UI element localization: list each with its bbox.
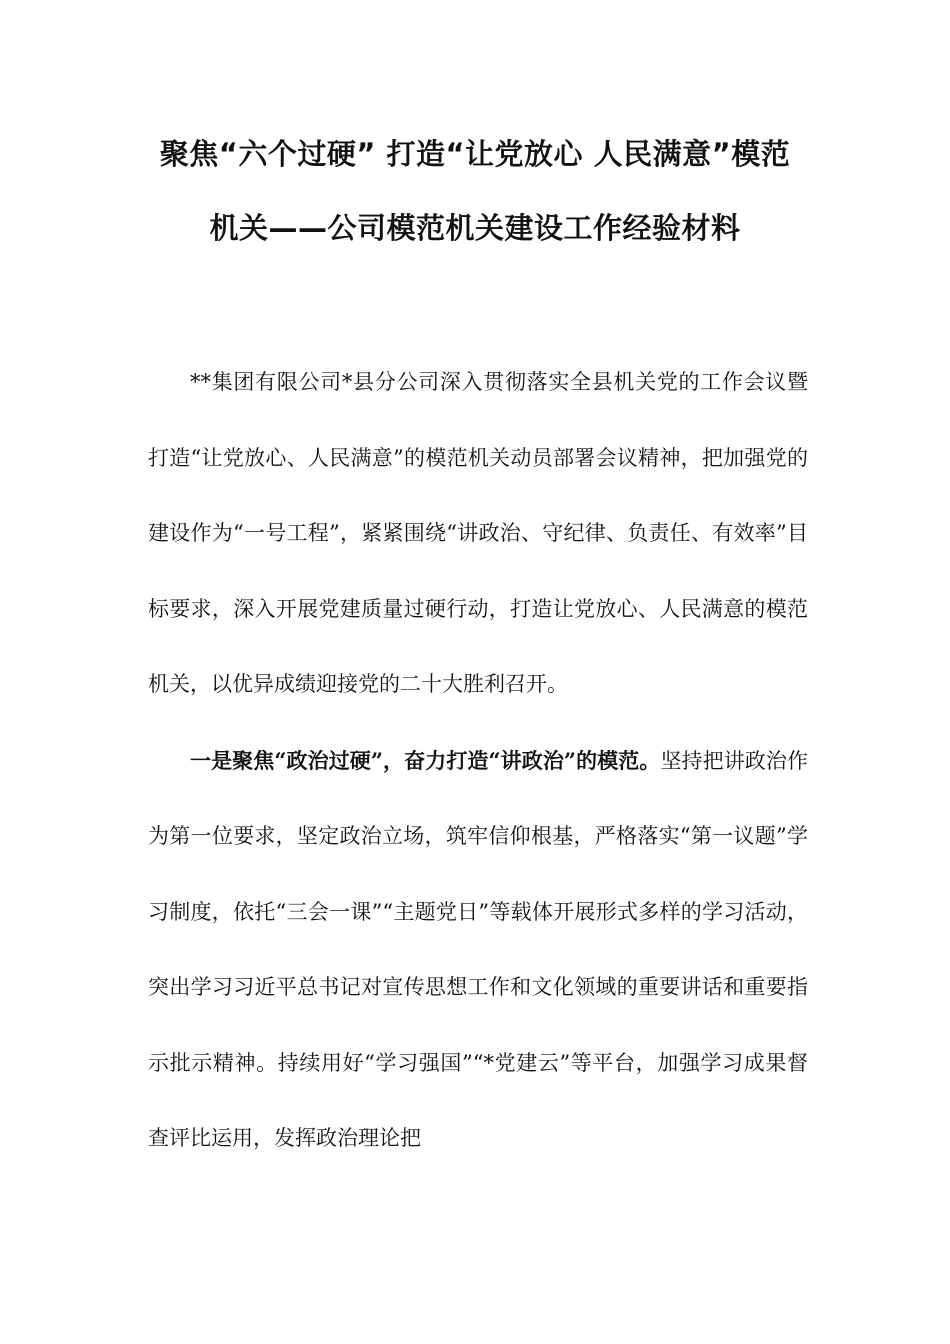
paragraph-intro	[148, 345, 808, 723]
document-title-line-2: 机关——公司模范机关建设工作经验材料	[209, 211, 741, 245]
paragraph-political	[148, 723, 808, 1177]
document-title-line-1: 聚焦“六个过硬” 打造“让党放心 人民满意”模范	[159, 137, 791, 171]
paragraph-political-lead: 一是聚焦“政治过硬”，奋力打造“讲政治”的模范。	[190, 747, 661, 773]
paragraph-intro-text: **集团有限公司*县分公司深入贯彻落实全县机关党的工作会议暨打造“让党放心、人民满意”的模范机关动员部署会议精神，把加强党的建设作为“一号工程”，紧紧围绕“讲政治、守纪律、负责任、有效率”目标要求，深入开展党建质量过硬行动，打造让党放心、人民满意的模范机关，以优异成绩迎接党的二十大胜利召开。	[148, 370, 808, 696]
paragraph-political-text: 坚持把讲政治作为第一位要求，坚定政治立场，筑牢信仰根基，严格落实“第一议题”学习制度，依托“三会一课”“主题党日”等载体开展形式多样的学习活动，突出学习习近平总书记对宣传思想工作和文化领域的重要讲话和重要指示批示精神。持续用好“学习强国”“*党建云”等平台，加强学习成果督查评比运用，发挥政治理论把	[148, 748, 808, 1150]
document-body	[148, 345, 808, 1177]
